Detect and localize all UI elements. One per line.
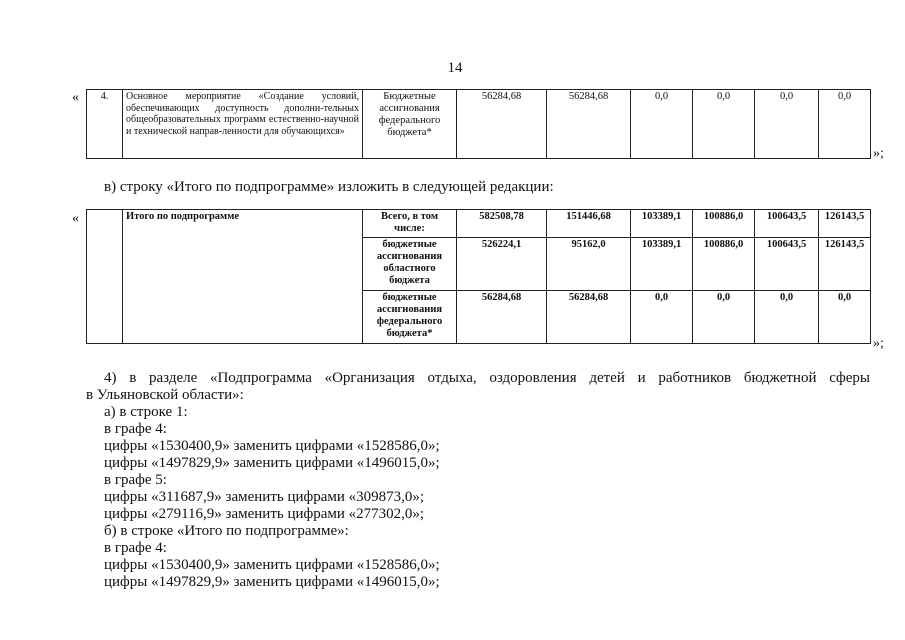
text-line: в графе 4: (104, 421, 167, 437)
table-row (87, 90, 871, 159)
funding-source: Всего, в том числе: (363, 210, 457, 238)
value-cell: 0,0 (755, 291, 819, 344)
close-mark-1: »; (873, 146, 884, 161)
value-cell: 526224,1 (457, 238, 547, 291)
value-cell: 0,0 (631, 291, 693, 344)
value-cell: 100886,0 (693, 210, 755, 238)
activity-table (86, 89, 871, 159)
value-cell: 126143,5 (819, 210, 871, 238)
subprogram-total-table (86, 209, 871, 344)
text-line: в графе 4: (104, 540, 167, 556)
funding-source: Бюджетные ассигнования федерального бюджета* (363, 90, 457, 159)
value-cell: 56284,68 (547, 291, 631, 344)
value-cell: 103389,1 (631, 210, 693, 238)
value-cell: 0,0 (819, 291, 871, 344)
funding-source: бюджетные ассигнования областного бюджета (363, 238, 457, 291)
open-quote-1: « (72, 90, 79, 105)
value-cell: 0,0 (631, 90, 693, 159)
value-cell: 95162,0 (547, 238, 631, 291)
paragraph-4-line-1: 4) в разделе «Подпрограмма «Организация отдыха, оздоровления детей и работников бюджетной сферы (104, 370, 870, 386)
activity-description: Основное мероприятие «Создание условий, обеспечивающих доступность дополни-тельных общеобразовательных программ естественно-научной и технической направ-ленности для обучающихся» (123, 90, 363, 159)
value-cell: 100643,5 (755, 210, 819, 238)
value-cell: 0,0 (693, 291, 755, 344)
text-line: цифры «1530400,9» заменить цифрами «1528586,0»; (104, 438, 440, 454)
value-cell: 56284,68 (457, 291, 547, 344)
text-line: цифры «311687,9» заменить цифрами «309873,0»; (104, 489, 425, 505)
page-number: 14 (447, 60, 463, 76)
value-cell: 0,0 (755, 90, 819, 159)
subprogram-title: Итого по подпрограмме (123, 210, 363, 344)
table-row (87, 210, 871, 238)
value-cell: 0,0 (693, 90, 755, 159)
text-line: а) в строке 1: (104, 404, 188, 420)
value-cell: 126143,5 (819, 238, 871, 291)
value-cell: 151446,68 (547, 210, 631, 238)
close-mark-2: »; (873, 336, 884, 351)
value-cell: 0,0 (819, 90, 871, 159)
value-cell: 56284,68 (457, 90, 547, 159)
funding-source: бюджетные ассигнования федерального бюджета* (363, 291, 457, 344)
value-cell: 100886,0 (693, 238, 755, 291)
text-line: цифры «279116,9» заменить цифрами «277302,0»; (104, 506, 425, 522)
text-line: в графе 5: (104, 472, 167, 488)
value-cell: 103389,1 (631, 238, 693, 291)
text-line: цифры «1530400,9» заменить цифрами «1528586,0»; (104, 557, 440, 573)
row-number: 4. (87, 90, 123, 159)
paragraph-4-line-2: в Ульяновской области»: (86, 387, 244, 403)
value-cell: 56284,68 (547, 90, 631, 159)
text-line: б) в строке «Итого по подпрограмме»: (104, 523, 349, 539)
value-cell: 100643,5 (755, 238, 819, 291)
empty-cell (87, 210, 123, 344)
text-line: цифры «1497829,9» заменить цифрами «1496015,0»; (104, 574, 440, 590)
open-quote-2: « (72, 211, 79, 226)
paragraph-v: в) строку «Итого по подпрограмме» изложить в следующей редакции: (104, 179, 554, 195)
text-line: цифры «1497829,9» заменить цифрами «1496015,0»; (104, 455, 440, 471)
value-cell: 582508,78 (457, 210, 547, 238)
